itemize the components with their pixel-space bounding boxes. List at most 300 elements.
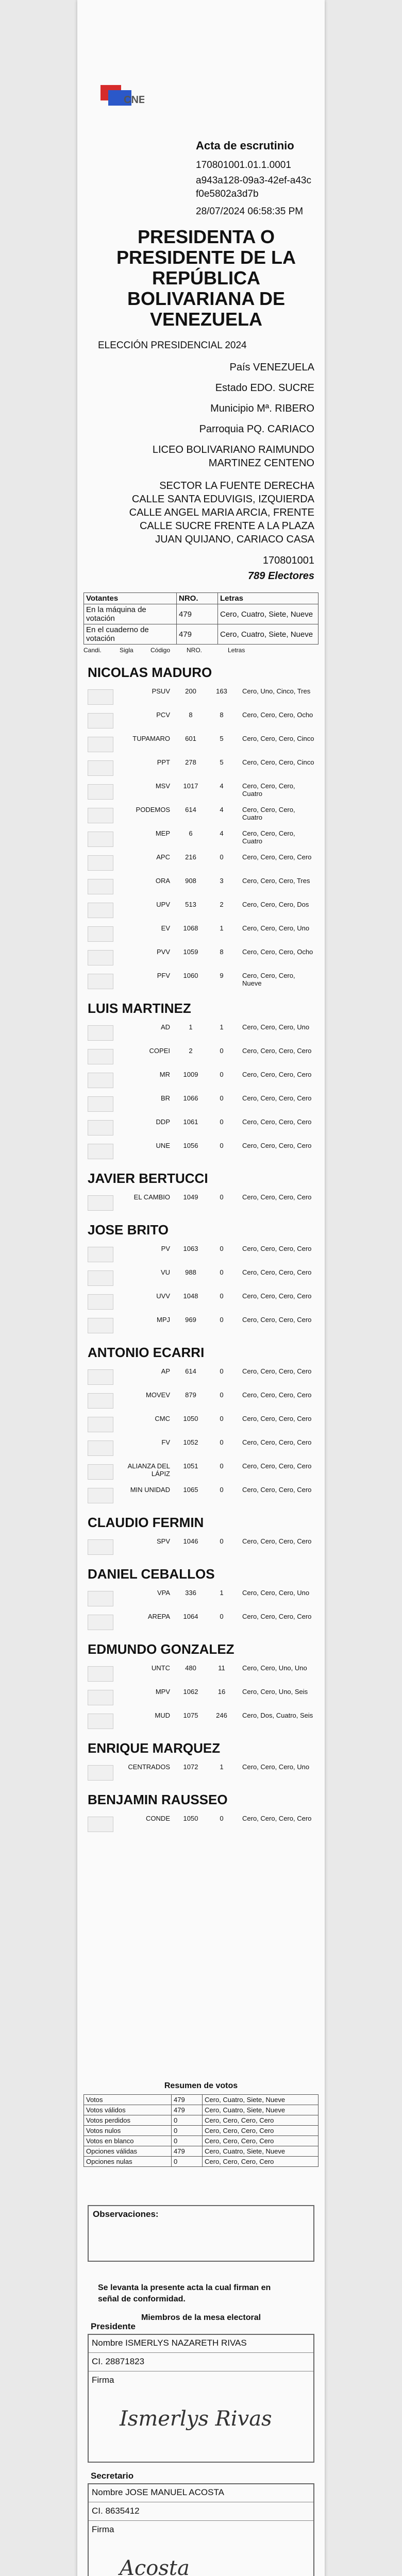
party-votes: 1 [220,1763,224,1771]
party-letras: Cero, Cero, Cero, Cinco [242,735,314,742]
party-sigla: EL CAMBIO [133,1193,170,1201]
party-row [88,877,314,897]
party-logo [88,1417,113,1432]
party-letras: Cero, Cero, Uno, Seis [242,1688,308,1696]
party-row [88,1118,314,1139]
party-row [88,1245,314,1265]
party-row [88,1367,314,1388]
party-sigla: AP [161,1367,170,1375]
party-votes: 3 [220,877,224,885]
party-letras: Cero, Cero, Cero, Cero [242,1292,312,1300]
acta-title: Acta de escrutinio [196,139,294,152]
col-votantes: Votantes [84,593,177,604]
party-code: 1066 [183,1094,198,1102]
miembros-title: Miembros de la mesa electoral [141,2313,261,2322]
resumen-label: Opciones nulas [84,2157,172,2167]
party-logo [88,1073,113,1088]
party-letras: Cero, Cero, Cero, Uno [242,1023,310,1031]
electores-count: 789 Electores [248,570,314,582]
party-logo [88,926,113,942]
party-code: 908 [185,877,196,885]
party-code: 1052 [183,1438,198,1446]
member-role: Presidente [91,2321,136,2331]
party-votes: 0 [220,1613,224,1620]
party-sigla: AREPA [147,1613,170,1620]
party-row [88,758,314,779]
party-code: 1061 [183,1118,198,1126]
cne-logo [98,77,144,113]
resumen-nro: 0 [172,2126,203,2136]
resumen-letras: Cero, Cero, Cero, Cero [203,2136,319,2146]
party-logo [88,1440,113,1456]
candidate-name: JAVIER BERTUCCI [88,1171,208,1186]
parroquia: Parroquia PQ. CARIACO [199,423,314,435]
party-letras: Cero, Cero, Cero, Dos [242,901,309,908]
party-row [88,1462,314,1483]
party-letras: Cero, Cero, Cero, Cero [242,1094,312,1102]
party-row [88,806,314,826]
party-sigla: UNE [156,1142,170,1149]
candidate-name: JOSE BRITO [88,1222,169,1238]
party-sigla: COPEI [149,1047,170,1055]
party-letras: Cero, Cero, Cero, Tres [242,877,310,885]
party-logo [88,950,113,965]
party-votes: 2 [220,901,224,908]
party-letras: Cero, Cero, Cero, Uno [242,1589,310,1597]
party-row [88,1268,314,1289]
party-row [88,1537,314,1558]
party-letras: Cero, Cero, Cero, Cero [242,1142,312,1149]
resumen-label: Votos en blanco [84,2136,172,2146]
resumen-nro: 0 [172,2136,203,2146]
party-letras: Cero, Cero, Cero, Uno [242,1763,310,1771]
party-logo [88,1025,113,1041]
party-code: 1064 [183,1613,198,1620]
party-logo [88,879,113,894]
party-code: 1048 [183,1292,198,1300]
resumen-row [84,2157,319,2167]
party-votes: 0 [220,1537,224,1545]
party-logo [88,1690,113,1705]
row-nro: 479 [177,604,218,624]
party-code: 278 [185,758,196,766]
pais: País VENEZUELA [229,362,314,373]
party-votes: 5 [220,758,224,766]
party-letras: Cero, Cero, Cero, Cero [242,1071,312,1078]
party-code: 614 [185,806,196,814]
party-code: 1065 [183,1486,198,1494]
party-logo [88,1247,113,1262]
candidate-name: EDMUNDO GONZALEZ [88,1641,234,1657]
party-votes: 8 [220,711,224,719]
party-row [88,853,314,874]
member-block [88,2471,314,2576]
party-votes: 1 [220,1023,224,1031]
party-sigla: ALIANZA DEL LÁPIZ [127,1462,170,1478]
party-logo [88,1120,113,1136]
party-code: 1051 [183,1462,198,1470]
party-votes: 0 [220,1193,224,1201]
party-votes: 0 [220,1462,224,1470]
party-letras: Cero, Cero, Cero, Cero [242,1316,312,1324]
party-votes: 8 [220,948,224,956]
party-code: 1063 [183,1245,198,1252]
party-logo [88,784,113,800]
party-row [88,924,314,945]
resumen-row [84,2126,319,2136]
party-letras: Cero, Cero, Cero, Cero [242,1118,312,1126]
party-code: 1056 [183,1142,198,1149]
party-code: 2 [189,1047,193,1055]
party-sigla: PV [161,1245,170,1252]
party-row [88,1047,314,1067]
party-letras: Cero, Cero, Cero, Nueve [242,972,295,987]
party-logo [88,713,113,728]
member-ci: CI. 28871823 [92,2357,145,2366]
party-row [88,687,314,708]
liceo: LICEO BOLIVARIANO RAIMUNDO MARTINEZ CENTENO [152,444,314,469]
resumen-letras: Cero, Cuatro, Siete, Nueve [203,2146,319,2157]
row-letras: Cero, Cuatro, Siete, Nueve [218,624,319,645]
party-code: 969 [185,1316,196,1324]
party-votes: 5 [220,735,224,742]
party-logo [88,1714,113,1729]
acta-hash-1: a943a128-09a3-42ef-a43c [196,175,311,186]
party-code: 1017 [183,782,198,790]
party-sigla: MIN UNIDAD [130,1486,170,1494]
votantes-table [83,592,319,645]
party-votes: 0 [220,1367,224,1375]
party-logo [88,760,113,776]
party-sigla: MPV [155,1688,170,1696]
observaciones-label: Observaciones: [93,2209,159,2219]
party-letras: Cero, Cero, Cero, Cuatro [242,829,295,845]
resumen-letras: Cero, Cero, Cero, Cero [203,2157,319,2167]
party-logo [88,1049,113,1064]
party-sigla: CMC [155,1415,170,1422]
party-sigla: PCV [156,711,170,719]
resumen-row [84,2095,319,2105]
party-letras: Cero, Cero, Cero, Cero [242,1613,312,1620]
party-code: 6 [189,829,193,837]
party-sigla: MSV [155,782,170,790]
party-logo [88,1464,113,1480]
party-letras: Cero, Cero, Cero, Cero [242,1245,312,1252]
party-sigla: MR [159,1071,170,1078]
resumen-label: Votos [84,2095,172,2105]
party-code: 8 [189,711,193,719]
party-sigla: EV [161,924,170,932]
member-ci: CI. 8635412 [92,2506,140,2516]
party-sigla: ORA [155,877,170,885]
party-votes: 0 [220,1094,224,1102]
party-row [88,1589,314,1609]
resumen-table [83,2094,319,2167]
party-code: 1062 [183,1688,198,1696]
party-sigla: APC [156,853,170,861]
resumen-nro: 479 [172,2146,203,2157]
party-letras: Cero, Cero, Cero, Ocho [242,948,313,956]
party-logo [88,808,113,823]
party-votes: 0 [220,1047,224,1055]
candidate-name: LUIS MARTINEZ [88,1001,191,1016]
party-code: 988 [185,1268,196,1276]
election-name: ELECCIÓN PRESIDENCIAL 2024 [98,340,247,351]
resumen-label: Votos válidos [84,2105,172,2115]
party-code: 879 [185,1391,196,1399]
member-firma-label: Firma [92,2524,114,2534]
party-votes: 0 [220,1268,224,1276]
party-code: 216 [185,853,196,861]
party-votes: 0 [220,1815,224,1822]
party-row [88,1664,314,1685]
party-letras: Cero, Cero, Cero, Cero [242,1367,312,1375]
party-row [88,1094,314,1115]
party-sigla: UPV [156,901,170,908]
party-row [88,1316,314,1336]
resumen-row [84,2115,319,2126]
party-letras: Cero, Cero, Cero, Cero [242,1486,312,1494]
party-votes: 0 [220,1415,224,1422]
party-logo [88,974,113,989]
party-logo [88,1369,113,1385]
party-sigla: VU [160,1268,170,1276]
acta-receipt: CNE Acta de escrutinio 170801001.01.1.0001 a943a128-09a3-42ef-a43c f0e5802a3d7b 28/07/2024 06:58:35 PM PRESIDENTA O PRESIDENTE DE LA REPÚBLICA BOLIVARIANA DE VENEZUELA ELECCIÓN PRESIDENCIAL 2024 País VENEZUELA Estado EDO. SUCRE Municipio Mª. RIBERO Parroquia PQ. CARIACO LICEO BOLIVARIANO RAIMUNDO MARTINEZ CENTENO SECTOR LA FUENTE DERECHA CALLE SANTA EDUVIGIS, IZQUIERDA CALLE ANGEL MARIA ARCIA, FRENTE CALLE SUCRE FRENTE A LA PLAZA JUAN QUIJANO, CARIACO CASA 170801001 789 Electores Votantes NRO. Letras En la máquina de votación 479 Cero, Cuatro, Siete, Nueve En el cuaderno de votación 479 Cero, Cuatro, Siete, Nueve Candi. Sigla Código NRO. Letras NICOLAS MADURO PSUV 200 163 Cero, Uno, Cinco, Tres PCV 8 8 Cero, Cero, Cero, Ocho TUPAMARO 601 5 Cero, Cero, Cero, Cinco PPT 278 5 Cero, Cero, Cero, Cinco MSV 1017 4 Cero, Cero, Cero, Cuatro PODEMOS 614 4 Cero, Cero, Cero, Cuatro MEP 6 4 Cero, Cero, Cero, Cuatro APC 216 0 Cero, Cero, Cero, Cero ORA 908 3 Cero, Cero, Cero, Tres UPV 513 2 Cero, Cero, Cero, Dos EV 1068 1 Cero, Cero, Cero, Uno PVV 1059 8 Cero, Cero, Cero, Ocho PFV 1060 9 Cero, Cero, Cero, Nueve LUIS MARTINEZ AD 1 1 Cero, Cero, Cero, Uno COPEI 2 0 Cero, Cero, Cero, Cero MR 1009 0 Cero, Cero, Cero, Cero BR 1066 0 Cero, Cero, Cero, Cero DDP 1061 0 Cero, Cero, Cero, Cero UNE 1056 0 Cero, Cero, Cero, Cero JAVIER BERTUCCI EL CAMBIO 1049 0 Cero, Cero, Cero, Cero JOSE BRITO PV 1063 0 Cero, Cero, Cero, Cero VU 988 0 Cero, Cero, Cero, Cero UVV 1048 0 Cero, Cero, Cero, Cero MPJ 969 0 Cero, Cero, Cero, Cero ANTONIO ECARRI AP 614 0 Cero, Cero, Cero, Cero MOVEV 879 0 Cero, Cero, Cero, Cero CMC 1050 0 Cero, Cero, Cero, Cero FV 1052 0 Cero, Cero, Cero, Cero ALIANZA DEL LÁPIZ 1051 0 Cero, Cero, Cero, Cero MIN UNIDAD 1065 0 Cero, Cero, Cero, Cero CLAUDIO FERMIN SPV 1046 0 Cero, Cero, Cero, Cero DANIEL CEBALLOS VPA 336 1 Cero, Cero, Cero, Uno AREPA 1064 0 Cero, Cero, Cero, Cero EDMUNDO GONZALEZ UNTC 480 11 Cero, Cero, Uno, Uno MPV 1062 16 Cero, Cero, Uno, Seis MUD 1075 246 Cero, Dos, Cuatro, Seis ENRIQUE MARQUEZ CENTRADOS 1072 1 Cero, Cero, Cero, Uno BENJAMIN RAUSSEO CONDE 1050 0 Cero, Cero, Cero, Cero Resumen de votos Votos 479 Cero, Cuatro, Siete, Nueve Votos válidos 479 Cero, Cuatro, Siete, Nueve Votos perdidos 0 Cero, Cero, Cero, Cero Votos nulos 0 Cero, Cero, Cero, Cero Votos en blanco 0 Cero, Cero, Cero, Cero Opciones válidas 479 Cero, Cuatro, Siete, Nueve Opciones nulas 0 Cero, Cero, Cero, Cero Observaciones: Se levanta la presente acta la cual firman en señal de conformidad. Miembros de la mesa electoral Presidente Nombre ISMERLYS NAZARETH RIVAS CI. 28871823 Firma Ismerlys Rivas Secretario Nombre JOSE MANUEL ACOSTA CI. 8635412 Firma Acosta [77,0,325,2576]
resumen-label: Votos nulos [84,2126,172,2136]
party-letras: Cero, Cero, Cero, Cero [242,1268,312,1276]
party-votes: 0 [220,1438,224,1446]
member-block [88,2321,314,2463]
party-votes: 9 [220,972,224,979]
member-name: Nombre ISMERLYS NAZARETH RIVAS [92,2338,247,2348]
party-letras: Cero, Cero, Cero, Cero [242,1415,312,1422]
resumen-row [84,2105,319,2115]
party-sigla: MUD [155,1711,170,1719]
party-logo [88,1294,113,1310]
party-letras: Cero, Cero, Uno, Uno [242,1664,307,1672]
party-sigla: TUPAMARO [132,735,170,742]
party-sigla: PVV [156,948,170,956]
party-sigla: FV [161,1438,170,1446]
party-row [88,1438,314,1459]
party-row [88,1391,314,1412]
party-sigla: BR [160,1094,170,1102]
party-sigla: CONDE [146,1815,170,1822]
resumen-letras: Cero, Cero, Cero, Cero [203,2126,319,2136]
resumen-nro: 479 [172,2095,203,2105]
party-code: 1075 [183,1711,198,1719]
party-letras: Cero, Cero, Cero, Cero [242,1391,312,1399]
party-letras: Cero, Cero, Cero, Ocho [242,711,313,719]
row-label: En la máquina de votación [84,604,177,624]
party-votes: 0 [220,853,224,861]
row-nro: 479 [177,624,218,645]
party-row [88,1711,314,1732]
party-logo [88,1270,113,1286]
party-sigla: UNTC [151,1664,170,1672]
party-letras: Cero, Cero, Cero, Cinco [242,758,314,766]
party-votes: 246 [216,1711,227,1719]
party-logo [88,1539,113,1555]
party-letras: Cero, Cero, Cero, Cero [242,1047,312,1055]
party-votes: 0 [220,1486,224,1494]
party-letras: Cero, Cero, Cero, Cero [242,1438,312,1446]
party-code: 1050 [183,1815,198,1822]
party-code: 336 [185,1589,196,1597]
party-votes: 0 [220,1245,224,1252]
party-row [88,1193,314,1214]
party-sigla: MPJ [157,1316,170,1324]
party-votes: 0 [220,1142,224,1149]
conformidad-text: Se levanta la presente acta la cual firman en señal de conformidad. [98,2283,271,2303]
party-code: 601 [185,735,196,742]
resumen-letras: Cero, Cuatro, Siete, Nueve [203,2105,319,2115]
party-sigla: SPV [156,1537,170,1545]
party-row [88,1071,314,1091]
party-logo [88,1393,113,1409]
party-votes: 4 [220,806,224,814]
party-letras: Cero, Cero, Cero, Cero [242,1537,312,1545]
candidate-name: DANIEL CEBALLOS [88,1566,215,1582]
party-row [88,901,314,921]
resumen-nro: 479 [172,2105,203,2115]
party-letras: Cero, Dos, Cuatro, Seis [242,1711,313,1719]
party-code: 1072 [183,1763,198,1771]
party-logo [88,903,113,918]
candidate-name: BENJAMIN RAUSSEO [88,1792,228,1807]
svg-text:CNE: CNE [124,94,144,106]
party-logo [88,1488,113,1503]
member-firma-label: Firma [92,2375,114,2385]
party-letras: Cero, Uno, Cinco, Tres [242,687,311,695]
party-logo [88,1144,113,1159]
party-letras: Cero, Cero, Cero, Cero [242,1193,312,1201]
party-letras: Cero, Cero, Cero, Cuatro [242,806,295,821]
resumen-title: Resumen de votos [164,2081,238,2090]
party-sigla: PSUV [152,687,170,695]
party-votes: 1 [220,924,224,932]
acta-number: 170801001.01.1.0001 [196,160,291,171]
party-logo [88,1666,113,1682]
candidate-name: NICOLAS MADURO [88,665,212,680]
member-name: Nombre JOSE MANUEL ACOSTA [92,2487,224,2497]
party-row [88,948,314,969]
party-votes: 4 [220,782,224,790]
party-letras: Cero, Cero, Cero, Cero [242,1815,312,1822]
party-row [88,972,314,992]
party-code: 1 [189,1023,193,1031]
party-code: 1059 [183,948,198,956]
party-code: 614 [185,1367,196,1375]
observaciones-box [88,2205,314,2262]
resumen-nro: 0 [172,2115,203,2126]
party-votes: 0 [220,1118,224,1126]
party-votes: 0 [220,1391,224,1399]
party-logo [88,855,113,871]
member-signature: Acosta [120,2556,190,2576]
party-code: 513 [185,901,196,908]
party-votes: 0 [220,1316,224,1324]
party-logo [88,689,113,705]
resumen-label: Opciones válidas [84,2146,172,2157]
party-row [88,1415,314,1435]
resumen-row [84,2136,319,2146]
acta-timestamp: 28/07/2024 06:58:35 PM [196,206,304,217]
party-logo [88,1318,113,1333]
party-code: 1068 [183,924,198,932]
resumen-row [84,2146,319,2157]
party-logo [88,832,113,847]
resumen-nro: 0 [172,2157,203,2167]
resumen-label: Votos perdidos [84,2115,172,2126]
party-row [88,1023,314,1044]
party-logo [88,1765,113,1781]
party-code: 1060 [183,972,198,979]
party-votes: 0 [220,1292,224,1300]
party-row [88,1688,314,1708]
party-sigla: MOVEV [146,1391,170,1399]
party-logo [88,1096,113,1112]
candidate-name: ENRIQUE MARQUEZ [88,1740,221,1756]
party-row [88,1292,314,1313]
party-code: 200 [185,687,196,695]
party-row [88,735,314,755]
party-sigla: CENTRADOS [128,1763,170,1771]
party-logo [88,1615,113,1630]
party-logo [88,1195,113,1211]
party-votes: 16 [217,1688,226,1696]
col-nro: NRO. [177,593,218,604]
party-row [88,829,314,850]
estado: Estado EDO. SUCRE [215,382,314,394]
center-code: 170801001 [262,555,314,566]
party-sigla: UVV [156,1292,170,1300]
party-sigla: PFV [157,972,170,979]
party-sigla: PPT [157,758,170,766]
party-letras: Cero, Cero, Cero, Uno [242,924,310,932]
party-row [88,1486,314,1506]
party-sigla: PODEMOS [136,806,170,814]
party-votes: 1 [220,1589,224,1597]
party-code: 1049 [183,1193,198,1201]
party-row [88,1763,314,1784]
party-letras: Cero, Cero, Cero, Cuatro [242,782,295,798]
resumen-letras: Cero, Cuatro, Siete, Nueve [203,2095,319,2105]
party-row [88,782,314,803]
party-logo [88,1591,113,1606]
party-votes: 163 [216,687,227,695]
party-sigla: MEP [155,829,170,837]
election-title: PRESIDENTA O PRESIDENTE DE LA REPÚBLICA BOLIVARIANA DE VENEZUELA [116,226,296,330]
candidate-name: ANTONIO ECARRI [88,1345,205,1360]
party-code: 1046 [183,1537,198,1545]
party-votes: 0 [220,1071,224,1078]
party-votes: 4 [220,829,224,837]
resumen-letras: Cero, Cero, Cero, Cero [203,2115,319,2126]
party-row [88,1142,314,1162]
party-row [88,711,314,732]
party-row [88,1815,314,1835]
party-code: 1009 [183,1071,198,1078]
row-label: En el cuaderno de votación [84,624,177,645]
party-logo [88,1817,113,1832]
party-letras: Cero, Cero, Cero, Cero [242,853,312,861]
party-sigla: VPA [157,1589,170,1597]
party-code: 480 [185,1664,196,1672]
party-votes: 11 [218,1664,225,1672]
party-logo [88,737,113,752]
party-sigla: DDP [156,1118,170,1126]
